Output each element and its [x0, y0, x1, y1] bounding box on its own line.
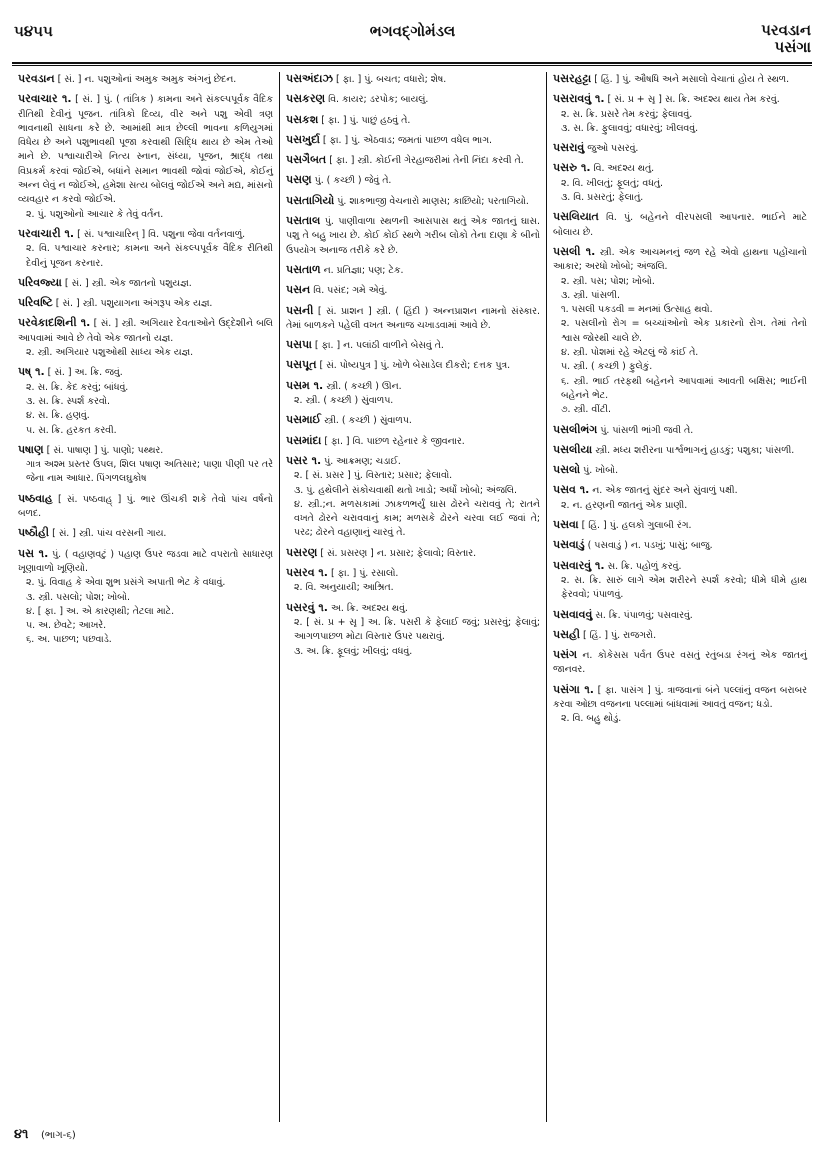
guide-word-bottom: પસંગા [774, 38, 811, 56]
dictionary-entry [553, 538, 807, 553]
entry-text: ૨. [ સં. પ્ર + સૃ ] અ. ક્રિ. પસરી કે ફેલાઈ જવું; પ્રસરવું; ફેલાવું; આગળપાછળ મોટા વિસ્તાર ઉપર પથરાવું. [294, 616, 540, 643]
entry-definition [553, 538, 807, 553]
entry-sense [553, 317, 807, 346]
entry-definition [286, 173, 540, 188]
dictionary-entry [286, 413, 540, 428]
dictionary-entry [553, 210, 807, 240]
entry-sense [286, 484, 540, 498]
guide-word-top: પરવડાન [761, 21, 811, 39]
entry-definition [286, 153, 540, 168]
entry-text: ૩. સ્ત્રી. પાંસળી. [561, 289, 621, 301]
entry-sense [286, 581, 540, 595]
entry-definition [286, 601, 540, 616]
entry-text: ૬. સ્ત્રી. ભાઈ તરફથી બહેનને આપવામાં આવતી બક્ષિસ; ભાઈની બહેનને ભેટ. [561, 375, 807, 401]
entry-text: ૧. પસલી પકડવી = મનમાં ઉત્સાહ થવો. [561, 304, 713, 316]
headword: પસવાડું [553, 538, 585, 552]
entry-definition [286, 113, 540, 128]
headword: પરવડાન [18, 72, 55, 85]
entry-sense [18, 346, 273, 360]
entry-text: ૨. પું. પશુઓનો આચાર કે તેવું વર્તન. [26, 208, 164, 220]
headword: પસલી ૧. [553, 244, 596, 258]
dictionary-entry [286, 434, 540, 449]
entry-sense [18, 395, 273, 409]
dictionary-entry [553, 683, 807, 727]
entry-definition [553, 648, 807, 678]
entry-definition [553, 463, 807, 478]
dictionary-entry [553, 648, 807, 678]
entry-definition [553, 210, 807, 240]
entry-text: [ સં. ] સ્ત્રી. એક જાતનો પશુયજ્ઞ. [64, 277, 192, 289]
entry-text: ૫. અ. છેવટે; આખરે. [26, 620, 107, 632]
entry-definition [18, 227, 273, 242]
headword: પરવાચારી ૧. [18, 226, 75, 240]
entry-sense [286, 469, 540, 483]
entry-definition [553, 628, 807, 643]
entry-definition [18, 276, 273, 291]
entry-text: વિ. પસંદ; ગમે એવું. [313, 285, 388, 297]
dictionary-entry [553, 72, 807, 87]
entry-text: [ સં. પ્રાશન ] સ્ત્રી. ( હિંદી ) અન્નપ્રાશન નામનો સંસ્કાર. તેમાં બાળકને પહેલી વખત અનાજ ચખાડવામાં આવે છે. [286, 305, 541, 331]
entry-text: ૨. સ્ત્રી. ( કચ્છી ) સુંવાળપ. [294, 395, 394, 407]
entry-text: [ ફા. ] પું. એઠવાડ; જમતાં પાછળ વધેલ ભાગ. [322, 134, 493, 146]
headword: પસરણ [286, 545, 318, 559]
entry-text: વિ. પું. બહેનને વીરપસલી આપનાર. ભાઈને માટે બોલાય છે. [553, 212, 807, 238]
headword: પસકશ [286, 112, 319, 126]
entry-definition [18, 443, 273, 458]
entry-text: પું. આક્રમણ; ચડાઈ. [324, 455, 401, 467]
headword: પસતાગિયો [286, 193, 335, 207]
entry-text: સ્ત્રી. એક આચમનનું જળ રહે એવો હાથના પહોંચાનો આકાર; અરધો ખોબો; અંજલિ. [553, 246, 807, 273]
entry-text: ૪. [ ફા. ] અ. એ કારણથી; તેટલા માટે. [26, 605, 175, 617]
entry-text: પું. પાણીવાળા સ્થળની આસપાસ થતું એક જાતનું ઘાસ. પશુ તે બહુ ખાય છે. કોઈ કોઈ સ્થળે ગરીબ લોકો તેના દાણા કે બીનો ઉપયોગ અનાજ તરીકે કરે છે. [286, 216, 540, 256]
dictionary-entry [553, 423, 807, 438]
headword: પસપા [286, 338, 312, 352]
entry-sense [286, 394, 540, 408]
entry-text: પું. ખોબો. [583, 465, 619, 477]
entry-text: ૩. સ. ક્રિ. સ્પર્શ કરવો. [26, 395, 111, 407]
entry-definition [553, 72, 807, 87]
entry-definition [18, 526, 273, 541]
entry-definition [286, 92, 540, 107]
entry-definition [286, 214, 540, 258]
headword: પસલિયાત [553, 210, 599, 224]
entry-sense [18, 242, 273, 271]
dictionary-body [12, 72, 814, 1122]
entry-sense [18, 381, 273, 395]
entry-text: [ સં. ] ન. પશુઓનાં અમુક અમુક અંગનું છેદન. [57, 74, 237, 85]
dictionary-entry [286, 566, 540, 596]
entry-definition [286, 194, 540, 209]
entry-text: ૩. અ. ક્રિ. ફૂલવું; ખીલવું; વધવું. [294, 645, 413, 657]
entry-text: પું. પાંસળી ભાંગી જવી તે. [600, 424, 694, 436]
entry-sense [553, 275, 807, 289]
entry-text: ૫. સ. ક્રિ. હરકત કરવી. [26, 424, 117, 436]
headword: પસરવું ૧. [286, 600, 328, 614]
entry-text: પું. ( કચ્છી ) જેવું તે. [314, 175, 392, 187]
entry-definition [18, 547, 273, 577]
dictionary-entry [18, 365, 273, 437]
entry-definition [553, 161, 807, 176]
dictionary-entry [18, 92, 273, 222]
entry-text: ૨. વિ. બહુ થોડું. [561, 713, 622, 725]
entry-text: અ. ક્રિ. અદશ્ય થવું. [330, 602, 408, 614]
entry-definition [553, 423, 807, 438]
headword: પસરવ ૧. [286, 566, 328, 580]
entry-text: ૨. વિ. અનુયાયી; આશ્રિત. [294, 582, 394, 594]
entry-text: ૨. સ. ક્રિ. સારું લાગે એમ શરીરને સ્પર્શ કરવો; ધીમે ધીમે હાથ ફેરવવો; પંપાળવું. [561, 574, 807, 601]
entry-text: સ્ત્રી. ( કચ્છી ) ઊન. [326, 380, 402, 392]
entry-text: ૨. [ સં. પ્રસર ] પું. વિસ્તાર; પ્રસાર; ફેલાવો. [294, 470, 453, 482]
dictionary-entry [286, 358, 540, 373]
entry-sense [553, 574, 807, 603]
headword: પસગૈબત [286, 153, 327, 167]
dictionary-entry [286, 601, 540, 659]
dictionary-entry [18, 492, 273, 522]
dictionary-entry [286, 379, 540, 409]
dictionary-entry [553, 443, 807, 458]
column-right [546, 72, 813, 1122]
dictionary-entry [286, 283, 540, 298]
entry-text: ૨. ન. હરણની જાતનું એક પ્રાણી. [561, 499, 688, 511]
entry-sense [18, 605, 273, 619]
entry-text: ન. એક જાતનું સુંદર અને સુંવાળું પક્ષી. [592, 485, 738, 497]
footer [14, 1127, 76, 1142]
entry-sense [18, 458, 273, 487]
headword: પસવા [553, 518, 579, 532]
dictionary-entry [18, 296, 273, 311]
entry-definition [553, 483, 807, 498]
dictionary-entry [553, 559, 807, 603]
dictionary-entry [286, 153, 540, 168]
headword: પસલીભંગ [553, 422, 598, 436]
entry-text: [ ફા. ] વિ. પાછળ રહેનાર કે જીવનાર. [324, 435, 465, 447]
entry-text: ૪. સ. ક્રિ. હણવું. [26, 410, 90, 422]
entry-definition [286, 379, 540, 394]
entry-definition [286, 434, 540, 449]
entry-sense [553, 712, 807, 726]
headword: પસમાંદા [286, 433, 322, 447]
dictionary-entry [286, 194, 540, 209]
entry-text: ૪. સ્ત્રી. પોશમાં રહે એટલું જે કાંઈ તે. [561, 347, 699, 359]
entry-text: ૨. પું. વિવાહ કે એવા શુભ પ્રસંગે અપાતી ભેટ કે વધાવું. [26, 577, 226, 589]
headword: પસકરણ [286, 92, 326, 106]
entry-sense [18, 576, 273, 590]
entry-text: [ સં. ] સ્ત્રી. પાંચ વરસની ગાય. [52, 528, 167, 540]
entry-text: ૬. અ. પાછળ; પછવાડે. [26, 634, 112, 646]
entry-definition [286, 566, 540, 581]
entry-text: [ ફા. પાસંગ ] પું. ત્રાજવાનાં બંને પલ્લાંનું વજન બરાબર કરવા ઓછા વજનના પલ્લામાં બાંધવામાં આવતું વજન; ધડો. [553, 684, 807, 710]
entry-definition [553, 141, 807, 156]
entry-text: [ સં. પષ્ઠવાહ્ ] પું. ભાર ઊંચકી શકે તેવો પાંચ વર્ષનો બળદ. [18, 493, 273, 520]
entry-definition [286, 546, 540, 561]
entry-text: [ સં. પાષાણ ] પું. પાણો; પથ્થર. [46, 444, 164, 456]
dictionary-entry [286, 92, 540, 107]
entry-definition [286, 72, 540, 87]
headword: પષ્ઠૌહી [18, 526, 50, 540]
dictionary-entry [553, 463, 807, 478]
dictionary-entry [553, 483, 807, 513]
entry-text: ૨. પસલીનો રોગ = બચ્ચાંઓનો એક પ્રકારનો રોગ. તેમાં તેનો શ્વાસ જોરથી ચાલે છે. [561, 318, 807, 344]
column-left [12, 72, 279, 1122]
folio-number: ૪૧ [14, 1127, 29, 1142]
headword: પસની [286, 303, 314, 317]
headword: પસઅંદાઝ [286, 72, 333, 85]
guide-words [761, 22, 811, 56]
column-middle [279, 72, 546, 1122]
headword: પસહી [553, 627, 581, 641]
entry-text: ૪. સ્ત્રી.;ન. મળસકામાં ઝાકળભર્યું ઘાસ ઢોરને ચરાવવું તે; રાતને વખતે ઢોરને ચરાવવાનું કામ; મળસકે ઢોરને ચરવા લઈ જવાં તે; પરઢ; ઢોરને વહાણાનું ચારવું તે. [294, 498, 540, 539]
entry-text: ૨. વિ. પશ્વાચાર કરનાર; કામના અને સંકલ્પપૂર્વક વૈદિક રીતિથી દેવીનું પૂજન કરનાર. [26, 243, 273, 269]
entry-definition [18, 296, 273, 311]
dictionary-entry [553, 628, 807, 643]
headword: પસવાવવું [553, 607, 593, 621]
entry-text: પું. શાકભાજી વેચનારો માણસ; કાછિયો; પરતાગિયો. [337, 195, 529, 207]
dictionary-entry [286, 72, 540, 87]
entry-sense [553, 403, 807, 417]
headword: પસતાળ [286, 262, 321, 276]
entry-text: સ. ક્રિ. પહોળું કરવું. [607, 560, 682, 572]
entry-text: સ્ત્રી. મધ્ય શરીરના પાર્શ્વભાગનું હાડકું; પશુકા; પાંસળી. [595, 444, 795, 456]
headword: પસર ૧. [286, 453, 322, 467]
headword: પસ ૧. [18, 546, 49, 560]
entry-text: [ સં. ] અ. ક્રિ. જવું. [47, 367, 123, 379]
headword: પસન [286, 283, 311, 297]
headword: પરવેકાદશિની ૧. [18, 316, 91, 330]
entry-sense [18, 409, 273, 423]
entry-text: [ ફા. ] ન. પલાંઠી વાળીને બેસવું તે. [314, 340, 444, 352]
entry-sense [18, 619, 273, 633]
entry-sense [18, 633, 273, 647]
entry-text: [ ફા. ] પું. બચત; વધારો; શેષ. [335, 74, 447, 85]
dictionary-entry [286, 113, 540, 128]
entry-sense [553, 375, 807, 404]
entry-definition [286, 413, 540, 428]
dictionary-entry [18, 276, 273, 291]
headword: પસંગા ૧. [553, 682, 594, 696]
entry-sense [553, 346, 807, 360]
dictionary-entry [286, 214, 540, 258]
entry-definition [18, 92, 273, 207]
entry-sense [286, 645, 540, 659]
entry-sense [286, 498, 540, 541]
dictionary-entry [18, 72, 273, 87]
entry-sense [553, 499, 807, 513]
dictionary-entry [286, 546, 540, 561]
dictionary-entry [18, 547, 273, 648]
headword: પરિવષ્ટિ [18, 296, 53, 310]
entry-definition [286, 283, 540, 298]
entry-text: સ. ક્રિ. પંપાળવું; પસવારવું. [595, 609, 693, 621]
entry-definition [286, 358, 540, 373]
page-title: ભગવદ્ગોમંડલ [369, 22, 456, 40]
entry-text: ૨. સ્ત્રી. પસ; પોશ; ખોબો. [561, 275, 655, 287]
entry-sense [553, 177, 807, 191]
entry-text: ૨. સ. ક્રિ. કેદ કરવું; બાંધવું. [26, 381, 129, 393]
entry-sense [553, 122, 807, 136]
entry-sense [286, 616, 540, 645]
entry-text: ૩. વિ. પ્રસરતું; ફેલાતું. [561, 192, 644, 204]
entry-sense [553, 303, 807, 317]
dictionary-entry [553, 245, 807, 418]
entry-text: ન. કોકેસસ પર્વત ઉપર વસતું રતુંબડા રંગનું એક જાતનું જાનવર. [553, 650, 807, 676]
entry-sense [553, 289, 807, 303]
entry-text: ૭. સ્ત્રી. વીંટી. [561, 404, 611, 416]
entry-definition [286, 338, 540, 353]
entry-text: જુઓ પસરવું. [587, 143, 639, 155]
headword: પષ્ઠવાહ [18, 491, 53, 505]
dictionary-entry [553, 141, 807, 156]
entry-definition [553, 683, 807, 713]
headword: પસલીયા [553, 442, 593, 456]
entry-sense [18, 424, 273, 438]
dictionary-entry [553, 518, 807, 533]
entry-text: [ સં. પોષ્યપુત્ર ] પું. ખોળે બેસાડેલ દીકરો; દત્તક પુત્ર. [319, 360, 511, 372]
dictionary-entry [286, 133, 540, 148]
entry-text: ૫. સ્ત્રી. ( કચ્છી ) ફુલેકું. [561, 361, 653, 373]
entry-definition [553, 608, 807, 623]
headword: પસવારવું ૧. [553, 558, 605, 572]
entry-definition [18, 365, 273, 380]
headword: પસણ [286, 173, 312, 187]
headword: પસપૂત [286, 358, 317, 372]
dictionary-entry [286, 454, 540, 541]
entry-text: [ ફા. ] પું. પાછું હઠવું તે. [321, 114, 411, 126]
entry-text: ન. પ્રતિજ્ઞા; પણ; ટેક. [323, 264, 404, 276]
entry-sense [553, 191, 807, 205]
entry-definition [18, 492, 273, 522]
headword: પસરાવવું ૧. [553, 92, 605, 106]
entry-definition [286, 304, 540, 334]
entry-sense [553, 360, 807, 374]
headword: પસતાલ [286, 214, 321, 228]
headword: પષ્ ૧. [18, 365, 45, 379]
volume-label: (ભાગ-૬) [40, 1130, 76, 1141]
entry-definition [286, 263, 540, 278]
dictionary-entry [18, 316, 273, 360]
entry-text: [ સં. પશ્વાચારિન્ ] વિ. પશુના જેવા વર્તનવાળું. [77, 228, 246, 240]
entry-text: ( પસવાડું ) ન. પડખું; પાસું; બાજુ. [587, 540, 713, 552]
dictionary-entry [553, 161, 807, 205]
entry-text: [ સં. પ્રસરણ ] ન. પ્રસાર; ફેલાવો; વિસ્તાર. [320, 547, 477, 559]
entry-text: ૩. સ્ત્રી. પસલો; પોશ; ખોબો. [26, 591, 131, 603]
entry-text: ૨. વિ. ખીલતું; ફૂલતું; વધતું. [561, 177, 664, 189]
headword: પરિવજ્યા [18, 275, 62, 289]
entry-definition [18, 316, 273, 346]
entry-text: [ સં. ] પું. ( તાંત્રિક ) કામના અને સંકલ્પપૂર્વક વૈદિક રીતિથી દેવીનું પૂજન. તાંત્રિકો દિવ્ય, વીર અને પશુ એવી ત્રણ ભાવનાથી સાધના કરે છે. આમાંથી માત્ર છેલ્લી ભાવના કળિયુગમાં વિધેય છે અને પશુભાવથી પૂજા કરવાથી સિદ્ધિ થાય છે એમ તેઓ માને છે. પશ્વાચારીએ નિત્ય સ્નાન, સંધ્યા, પૂજન, શ્રાદ્ધ તથા વિપ્રકર્મ કરવાં જોઈએ, બધાંને સમાન ભાવથી જોવાં જોઈએ, કોઈનું અન્ન લેવું ન જોઈએ, હમેશા સત્ય બોલવું જોઈએ અને મદ્ય, માંસનો વ્યવહાર ન કરવો જોઈએ. [18, 94, 273, 206]
entry-definition [553, 245, 807, 275]
headword: પસલો [553, 463, 581, 477]
entry-text: પું. ( વહાણવટું ) પહાણ ઉપર જડવા માટે વપરાતો સાધારણ ખૂણાવાળો ખૂણિયો. [18, 548, 274, 574]
headword: પષાણ [18, 442, 44, 456]
entry-definition [553, 443, 807, 458]
entry-sense [18, 591, 273, 605]
entry-text: [ સં. ] સ્ત્રી. અગિયાર દેવતાઓને ઉદ્દેશીને બલિ આપવામાં આવે છે તેવો એક જાતનો યજ્ઞ. [18, 318, 273, 344]
entry-text: [ હિં. ] પું. ઔષધિ અને મસાલો વેચાતાં હોય તે સ્થળ. [594, 74, 790, 85]
entry-text: [ સં. પ્ર + સૃ ] સ. ક્રિ. અદશ્ય થાય તેમ કરવું. [607, 94, 780, 106]
headword: પસમાઈ [286, 413, 322, 427]
entry-text: [ સં. ] સ્ત્રી. પશુયાગના અંગરૂપ એક યજ્ઞ. [55, 298, 213, 310]
entry-sense [18, 208, 273, 222]
headword: પસવ ૧. [553, 483, 590, 497]
headword: પસંગ [553, 648, 578, 662]
entry-text: [ હિં. ] પું. રાજગરો. [583, 629, 657, 641]
dictionary-entry [286, 304, 540, 334]
dictionary-entry [18, 227, 273, 271]
dictionary-entry [286, 263, 540, 278]
entry-definition [553, 559, 807, 574]
entry-sense [553, 108, 807, 122]
headword: પસરાવું [553, 141, 585, 155]
entry-text: [ હિં. ] પું. હલકો ગુલાબી રંગ. [581, 520, 692, 532]
entry-text: [ ફા. ] સ્ત્રી. કોઈની ગેરહાજરીમાં તેની નિંદા કરવી તે. [329, 155, 524, 167]
headword: પસખુર્દા [286, 132, 320, 146]
entry-definition [553, 92, 807, 107]
dictionary-entry [286, 173, 540, 188]
entry-text: ૨. સ. ક્રિ. પ્રસરે તેમ કરવું; ફેલાવવું. [561, 108, 693, 120]
header-rule [12, 62, 812, 64]
dictionary-entry [553, 92, 807, 136]
headword: પસમ ૧. [286, 378, 324, 392]
dictionary-entry [18, 443, 273, 487]
page-number: ૫૪૫૫ [14, 22, 53, 40]
entry-definition [18, 72, 273, 87]
header-rule-thin [12, 65, 812, 66]
entry-definition [286, 133, 540, 148]
headword: પસરુ ૧. [553, 161, 591, 175]
entry-text: ૨. સ્ત્રી. અગિયાર પશુઓથી સાધ્ય એક યજ્ઞ. [26, 347, 194, 359]
entry-text: વિ. અદશ્ય થતું. [593, 163, 655, 175]
entry-text: ગાત્ર અશ્મ પ્રસ્તર ઉપલ, શિલ પષાણ અતિસાર; પાણા પીણી પર તરે જેના નામ આધાર. પિંગળલઘુકોષ [26, 459, 273, 485]
entry-text: ૩. સ. ક્રિ. ફુલાવવું; વધારવું; ખીલવવું. [561, 122, 699, 134]
entry-text: ૩. પું. હથેલીને સંકોચવાથી થતો ખાડો; અર્ધો ખોબો; અંજલિ. [294, 484, 517, 496]
entry-definition [286, 454, 540, 469]
entry-text: વિ. કાયર; ડરપોક; બાયલું. [328, 94, 429, 106]
headword: પરવાચાર ૧. [18, 92, 72, 106]
entry-definition [553, 518, 807, 533]
dictionary-entry [286, 338, 540, 353]
entry-text: [ ફા. ] પું. રસાલો. [330, 568, 399, 580]
entry-text: સ્ત્રી. ( કચ્છી ) સુંવાળપ. [324, 415, 412, 427]
dictionary-entry [553, 608, 807, 623]
dictionary-entry [18, 526, 273, 541]
headword: પસરહટ્ટા [553, 72, 592, 85]
